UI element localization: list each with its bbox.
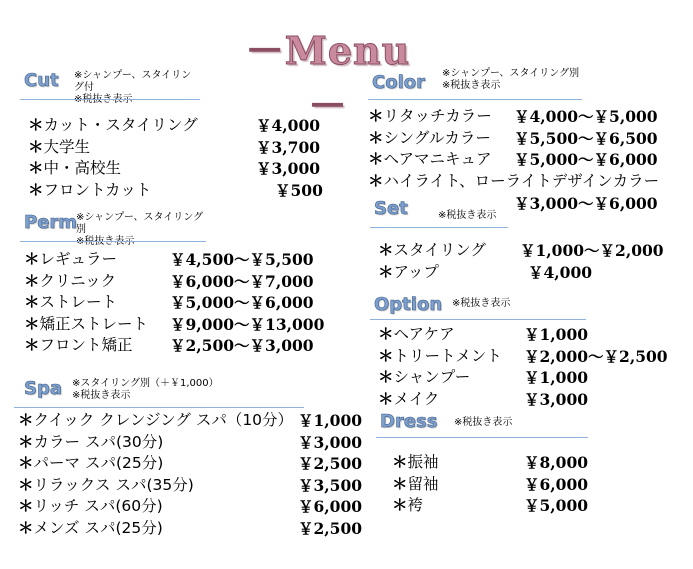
item-name: クイック クレンジング スパ（10分） [33,411,294,429]
item-name: ストレート [39,293,118,311]
section-title: Cut [24,70,59,91]
item-name: トリートメント [393,346,502,365]
section-header [20,70,200,105]
asterisk-icon: ＊ [368,128,384,147]
section-note [74,70,200,106]
item-list [378,324,688,410]
item-name: 袴 [407,496,424,514]
list-item [18,453,368,475]
list-item [24,292,354,314]
item-name: 中・高校生 [43,159,122,177]
list-item [18,475,368,497]
list-item [28,158,348,180]
section-divider [368,99,582,100]
item-name: 振袖 [407,453,439,471]
section-note [452,298,510,310]
list-item [24,335,354,357]
item-price: ￥5,500～￥6,500 [514,128,658,148]
item-price: ￥5,000～￥6,000 [170,293,314,312]
section-header [376,411,676,439]
section-header [370,198,680,226]
note-line: ※シャンプー、スタイリング別 [76,212,204,235]
item-name: スタイリング [393,241,486,259]
item-price: ￥2,000～￥2,500 [524,346,668,366]
item-name: メンズ スパ(25分) [33,518,163,537]
item-name: アップ [393,262,439,281]
asterisk-icon: ＊ [378,368,394,386]
section-divider [370,319,586,320]
item-list [378,240,688,283]
section-header [370,294,680,322]
asterisk-icon: ＊ [378,241,394,259]
item-price: ￥6,000 [298,497,363,516]
item-price: ￥9,000～￥13,000 [170,314,325,334]
item-price: ￥4,500～￥5,500 [170,250,314,269]
section-title: Option [374,294,443,315]
list-item [24,271,354,293]
asterisk-icon: ＊ [18,518,34,537]
list-item [392,495,672,517]
asterisk-icon: ＊ [378,389,394,408]
note-line: ※税抜き表示 [442,80,501,91]
item-name: レギュラー [39,250,118,268]
asterisk-icon: ＊ [18,432,34,451]
item-name: シングルカラー [383,128,491,147]
note-line: ※税抜き表示 [454,417,513,428]
asterisk-icon: ＊ [24,336,40,354]
section-note [76,212,210,248]
asterisk-icon: ＊ [392,453,408,471]
asterisk-icon: ＊ [378,325,394,343]
list-item [378,367,688,389]
item-price: ￥3,700 [256,137,321,157]
list-item [368,171,688,193]
item-name: シャンプー [393,368,471,386]
list-item [18,496,368,518]
item-price: ￥5,000～￥6,000 [514,150,658,169]
item-price: ￥500 [275,180,323,200]
item-price: ￥1,000～￥2,000 [520,241,664,260]
list-item [378,346,688,368]
list-item [392,452,672,474]
item-price: ￥1,000 [524,368,589,387]
item-name: ヘアケア [393,325,455,343]
item-price: ￥2,500～￥3,000 [170,336,314,355]
section-spa [18,378,370,538]
asterisk-icon: ＊ [24,271,40,290]
item-price: ￥4,000 [528,262,593,282]
note-line: ※シャンプー、スタイリング別 [442,68,580,79]
asterisk-icon: ＊ [18,497,34,515]
note-line: ※税抜き表示 [74,94,133,105]
section-divider [370,227,508,228]
list-item [28,115,348,137]
section-header [20,378,370,406]
asterisk-icon: ＊ [24,250,40,268]
item-name: フロント矯正 [39,336,133,354]
item-name: 矯正ストレート [39,314,149,333]
item-name: メイク [393,389,440,408]
list-item [28,180,348,202]
item-list [392,452,672,517]
item-price: ￥3,000～￥6,000 [514,194,658,213]
item-price: ￥2,500 [298,454,363,473]
list-item [392,474,672,496]
section-header [368,68,678,96]
item-name: パーマ スパ(25分) [33,454,164,472]
list-item [18,518,368,540]
item-price: ￥2,500 [298,518,363,538]
asterisk-icon: ＊ [378,346,394,365]
item-price: ￥3,500 [298,475,363,495]
asterisk-icon: ＊ [24,314,40,333]
item-name: ヘアマニキュア [383,150,492,168]
item-list [18,410,368,539]
section-title: Dress [380,411,438,432]
list-item [24,249,354,271]
section-title: Set [374,198,408,219]
menu-title: －Menu－ [245,28,411,128]
list-item [378,389,688,411]
item-price: ￥3,000 [524,389,589,409]
asterisk-icon: ＊ [28,116,44,134]
item-price: ￥1,000 [524,325,589,344]
note-line: ※税抜き表示 [438,210,497,221]
item-name: クリニック [39,271,117,290]
section-note [442,68,579,92]
section-title: Color [372,72,425,93]
list-item [368,149,688,171]
item-name: フロントカット [43,180,152,199]
note-line: ※税抜き表示 [452,298,511,309]
section-header [20,212,210,247]
item-price: ￥6,000～￥7,000 [170,271,314,291]
list-item [28,137,348,159]
item-name: リッチ スパ(60分) [33,497,163,515]
item-price: ￥3,000 [256,159,321,178]
section-option [370,294,680,409]
list-item [378,262,688,284]
section-cut [20,70,323,200]
list-item [368,128,688,150]
list-item [378,324,688,346]
item-price: ￥4,000～￥5,000 [514,107,658,126]
asterisk-icon: ＊ [28,180,44,199]
section-note [454,417,512,429]
section-title: Spa [24,378,62,399]
list-item [18,432,368,454]
asterisk-icon: ＊ [24,293,40,311]
section-divider [20,241,206,242]
item-name: カラー スパ(30分) [33,432,164,451]
section-note [72,378,219,402]
section-divider [14,407,304,408]
asterisk-icon: ＊ [18,454,34,472]
item-price: ￥6,000 [524,474,589,494]
asterisk-icon: ＊ [392,496,408,514]
note-line: ※シャンプー、スタイリング付 [74,70,192,93]
item-name: ハイライト、ローライトデザインカラー [383,171,660,190]
asterisk-icon: ＊ [392,474,408,493]
note-line: ※税抜き表示 [76,236,135,247]
note-line: ※税抜き表示 [72,390,131,401]
asterisk-icon: ＊ [18,411,34,429]
item-list [368,106,688,192]
item-name: 留袖 [407,474,439,493]
list-item [378,240,688,262]
section-note [438,210,496,222]
item-price: ￥5,000 [524,496,589,515]
asterisk-icon: ＊ [368,150,384,168]
section-set [370,198,680,282]
section-perm [20,212,325,355]
asterisk-icon: ＊ [18,475,34,494]
item-name: リタッチカラー [383,107,492,125]
asterisk-icon: ＊ [28,159,44,177]
item-price: ￥4,000 [256,116,321,135]
item-price: ￥8,000 [524,453,589,472]
section-divider [376,437,588,438]
list-item [18,410,368,432]
section-divider [20,99,200,100]
item-list [28,115,348,201]
section-title: Perm [24,212,78,233]
note-line: ※スタイリング別（＋￥1,000） [72,378,219,389]
item-price: ￥1,000 [298,411,363,430]
item-price: ￥3,000 [298,432,363,452]
item-name: リラックス スパ(35分) [33,475,194,494]
asterisk-icon: ＊ [378,262,394,281]
item-list [24,249,354,357]
list-item [24,314,354,336]
asterisk-icon: ＊ [28,137,44,156]
item-name: カット・スタイリング [43,116,198,134]
list-item [368,106,688,128]
asterisk-icon: ＊ [368,171,384,190]
asterisk-icon: ＊ [368,107,384,125]
item-name: 大学生 [43,137,91,156]
section-dress [376,411,676,515]
